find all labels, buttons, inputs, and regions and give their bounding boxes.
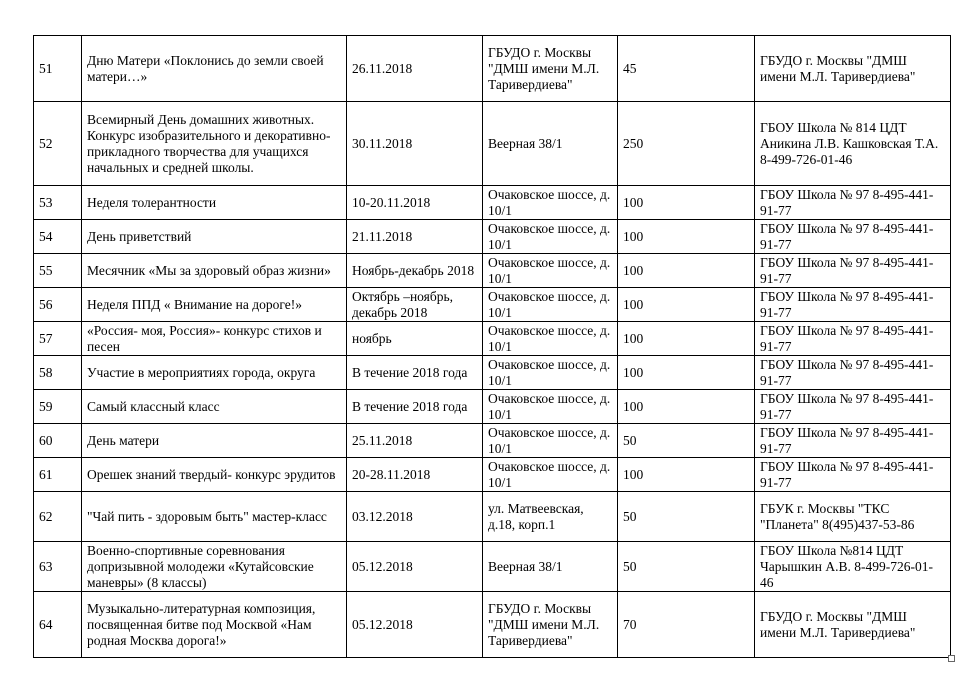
events-table [33, 35, 951, 658]
participants-count-cell: 100 [618, 254, 755, 288]
event-date-cell: 05.12.2018 [347, 592, 483, 658]
event-place-cell: Очаковское шоссе, д. 10/1 [483, 356, 618, 390]
event-date-cell: 25.11.2018 [347, 424, 483, 458]
event-place-cell: Очаковское шоссе, д. 10/1 [483, 424, 618, 458]
row-number-cell: 53 [34, 186, 82, 220]
event-name-cell: Дню Матери «Поклонись до земли своей матери…» [82, 36, 347, 102]
table-row [34, 458, 951, 492]
participants-count-cell: 50 [618, 492, 755, 542]
event-place-cell: ГБУДО г. Москвы "ДМШ имени М.Л. Таривердиева" [483, 36, 618, 102]
table-row [34, 102, 951, 186]
row-number-cell: 51 [34, 36, 82, 102]
table-row [34, 186, 951, 220]
participants-count-cell: 100 [618, 356, 755, 390]
event-date-cell: 30.11.2018 [347, 102, 483, 186]
row-number-cell: 55 [34, 254, 82, 288]
event-name-cell: Неделя толерантности [82, 186, 347, 220]
row-number-cell: 59 [34, 390, 82, 424]
table-row [34, 592, 951, 658]
participants-count-cell: 100 [618, 288, 755, 322]
organizer-contact-cell: ГБУК г. Москвы "ТКС "Планета" 8(495)437-53-86 [755, 492, 951, 542]
event-date-cell: ноябрь [347, 322, 483, 356]
table-row [34, 492, 951, 542]
participants-count-cell: 45 [618, 36, 755, 102]
organizer-contact-cell: ГБОУ Школа № 97 8-495-441-91-77 [755, 322, 951, 356]
event-place-cell: ул. Матвеевская, д.18, корп.1 [483, 492, 618, 542]
row-number-cell: 56 [34, 288, 82, 322]
table-resize-handle[interactable] [948, 655, 955, 662]
table-row [34, 36, 951, 102]
table-row [34, 254, 951, 288]
row-number-cell: 57 [34, 322, 82, 356]
row-number-cell: 58 [34, 356, 82, 390]
participants-count-cell: 70 [618, 592, 755, 658]
event-date-cell: 20-28.11.2018 [347, 458, 483, 492]
participants-count-cell: 250 [618, 102, 755, 186]
participants-count-cell: 100 [618, 458, 755, 492]
event-name-cell: День приветствий [82, 220, 347, 254]
organizer-contact-cell: ГБОУ Школа № 97 8-495-441-91-77 [755, 390, 951, 424]
row-number-cell: 61 [34, 458, 82, 492]
row-number-cell: 60 [34, 424, 82, 458]
event-name-cell: Месячник «Мы за здоровый образ жизни» [82, 254, 347, 288]
participants-count-cell: 100 [618, 220, 755, 254]
row-number-cell: 62 [34, 492, 82, 542]
participants-count-cell: 100 [618, 186, 755, 220]
event-name-cell: Орешек знаний твердый- конкурс эрудитов [82, 458, 347, 492]
event-name-cell: Всемирный День домашних животных. Конкурс изобразительного и декоративно-прикладного творчества для учащихся начальных и средней школы. [82, 102, 347, 186]
participants-count-cell: 100 [618, 390, 755, 424]
table-row [34, 220, 951, 254]
event-date-cell: 03.12.2018 [347, 492, 483, 542]
event-name-cell: Самый классный класс [82, 390, 347, 424]
organizer-contact-cell: ГБОУ Школа № 97 8-495-441-91-77 [755, 424, 951, 458]
event-place-cell: Очаковское шоссе, д. 10/1 [483, 458, 618, 492]
row-number-cell: 63 [34, 542, 82, 592]
participants-count-cell: 50 [618, 424, 755, 458]
event-place-cell: ГБУДО г. Москвы "ДМШ имени М.Л. Таривердиева" [483, 592, 618, 658]
organizer-contact-cell: ГБУДО г. Москвы "ДМШ имени М.Л. Таривердиева" [755, 36, 951, 102]
organizer-contact-cell: ГБОУ Школа № 97 8-495-441-91-77 [755, 186, 951, 220]
event-date-cell: 05.12.2018 [347, 542, 483, 592]
organizer-contact-cell: ГБОУ Школа № 97 8-495-441-91-77 [755, 356, 951, 390]
table-row [34, 356, 951, 390]
event-date-cell: 21.11.2018 [347, 220, 483, 254]
table-row [34, 424, 951, 458]
table-row [34, 322, 951, 356]
event-date-cell: 26.11.2018 [347, 36, 483, 102]
event-date-cell: 10-20.11.2018 [347, 186, 483, 220]
event-name-cell: Неделя ППД « Внимание на дороге!» [82, 288, 347, 322]
row-number-cell: 64 [34, 592, 82, 658]
organizer-contact-cell: ГБОУ Школа № 97 8-495-441-91-77 [755, 458, 951, 492]
organizer-contact-cell: ГБОУ Школа №814 ЦДТ Чарышкин А.В. 8-499-726-01-46 [755, 542, 951, 592]
event-place-cell: Очаковское шоссе, д. 10/1 [483, 322, 618, 356]
event-place-cell: Веерная 38/1 [483, 102, 618, 186]
event-place-cell: Очаковское шоссе, д. 10/1 [483, 390, 618, 424]
row-number-cell: 54 [34, 220, 82, 254]
participants-count-cell: 50 [618, 542, 755, 592]
event-place-cell: Очаковское шоссе, д. 10/1 [483, 288, 618, 322]
event-name-cell: Музыкально-литературная композиция, посвященная битве под Москвой «Нам родная Москва дорога!» [82, 592, 347, 658]
events-table-body [34, 36, 951, 658]
participants-count-cell: 100 [618, 322, 755, 356]
organizer-contact-cell: ГБУДО г. Москвы "ДМШ имени М.Л. Таривердиева" [755, 592, 951, 658]
table-row [34, 288, 951, 322]
event-date-cell: В течение 2018 года [347, 356, 483, 390]
event-name-cell: Военно-спортивные соревнования допризывной молодежи «Кутайсовские маневры» (8 классы) [82, 542, 347, 592]
event-date-cell: В течение 2018 года [347, 390, 483, 424]
event-name-cell: День матери [82, 424, 347, 458]
event-name-cell: "Чай пить - здоровым быть" мастер-класс [82, 492, 347, 542]
event-place-cell: Очаковское шоссе, д. 10/1 [483, 186, 618, 220]
event-date-cell: Октябрь –ноябрь, декабрь 2018 [347, 288, 483, 322]
organizer-contact-cell: ГБОУ Школа № 814 ЦДТ Аникина Л.В. Кашковская Т.А. 8-499-726-01-46 [755, 102, 951, 186]
row-number-cell: 52 [34, 102, 82, 186]
organizer-contact-cell: ГБОУ Школа № 97 8-495-441-91-77 [755, 288, 951, 322]
event-place-cell: Очаковское шоссе, д. 10/1 [483, 220, 618, 254]
organizer-contact-cell: ГБОУ Школа № 97 8-495-441-91-77 [755, 220, 951, 254]
event-name-cell: «Россия- моя, Россия»- конкурс стихов и песен [82, 322, 347, 356]
table-row [34, 390, 951, 424]
event-place-cell: Очаковское шоссе, д. 10/1 [483, 254, 618, 288]
event-date-cell: Ноябрь-декабрь 2018 [347, 254, 483, 288]
table-row [34, 542, 951, 592]
organizer-contact-cell: ГБОУ Школа № 97 8-495-441-91-77 [755, 254, 951, 288]
event-place-cell: Веерная 38/1 [483, 542, 618, 592]
event-name-cell: Участие в мероприятиях города, округа [82, 356, 347, 390]
